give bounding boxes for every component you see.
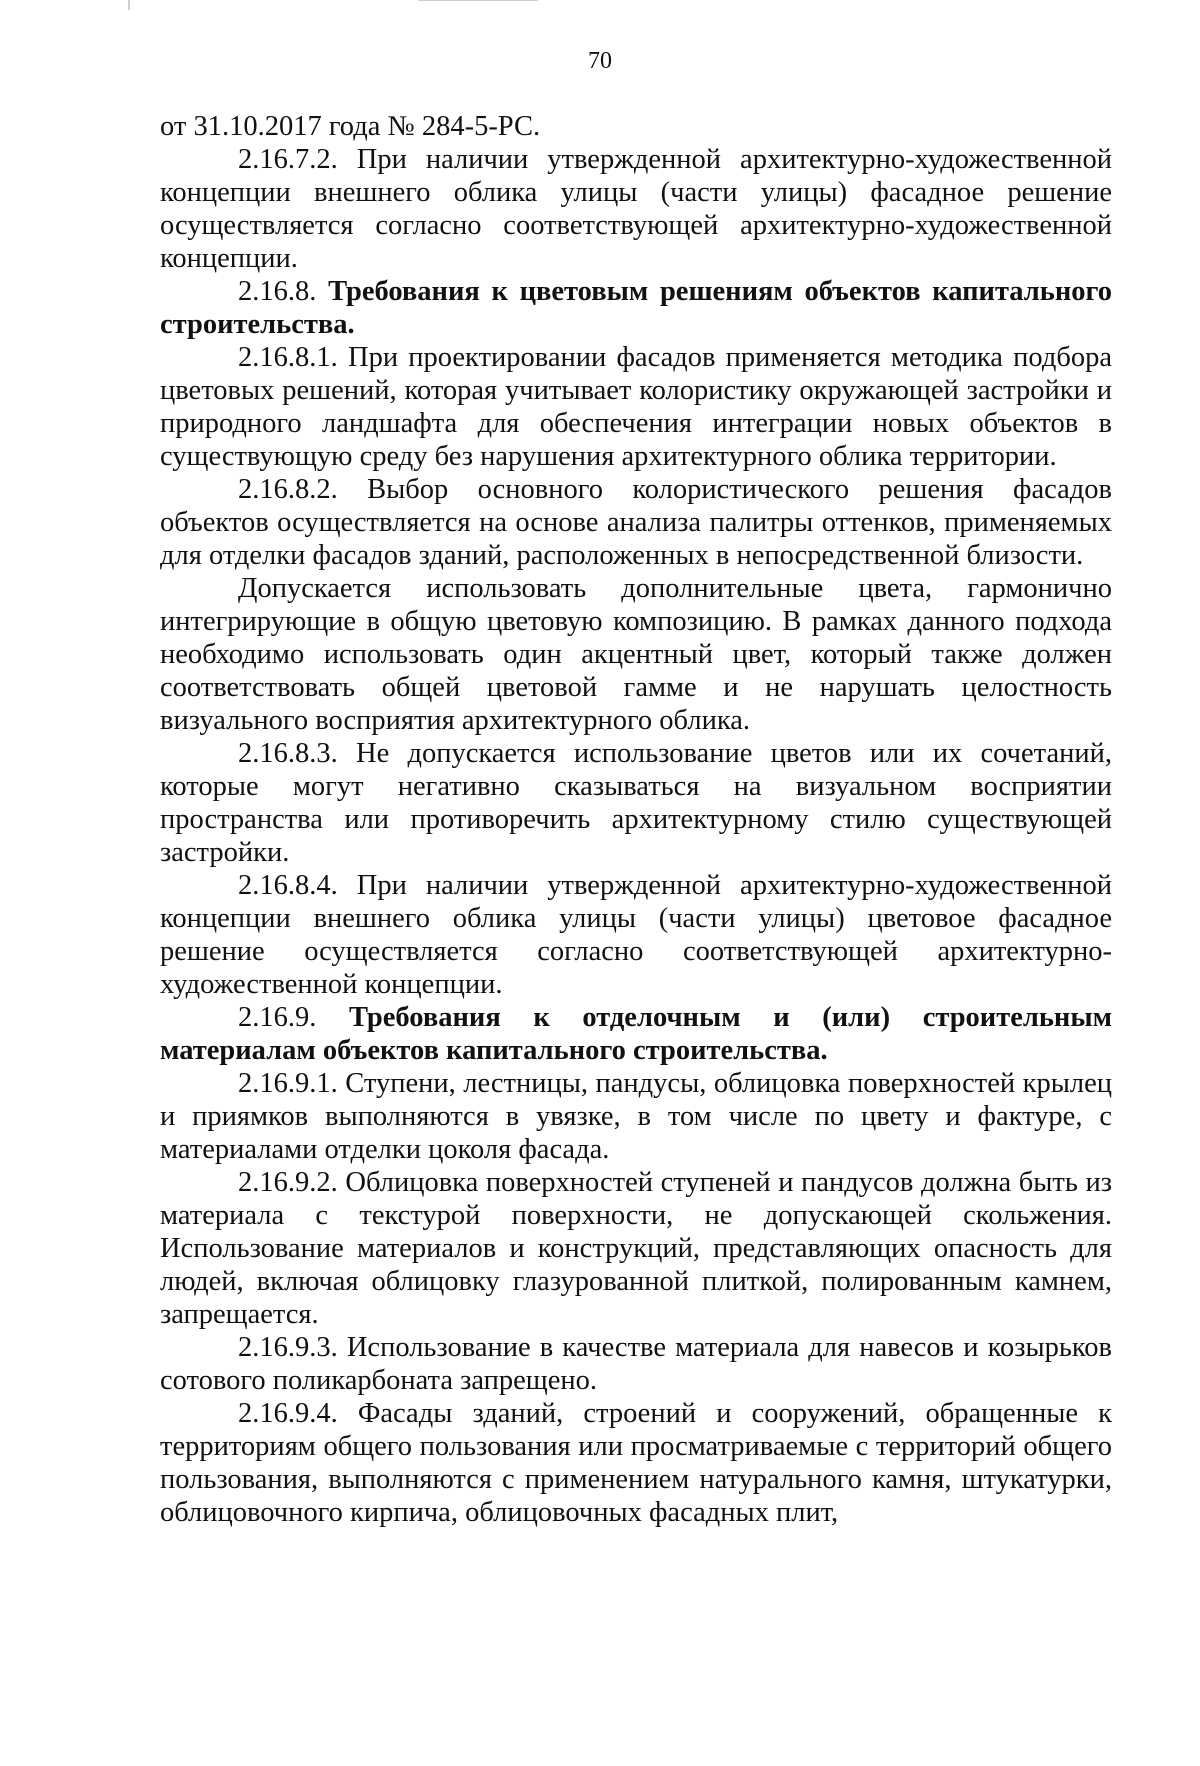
paragraph-2-16-8-2: 2.16.8.2. Выбор основного колористического решения фасадов объектов осуществляется на основе анализа палитры оттенков, применяемых для отделки фасадов зданий, расположенных в непосредственной близости. — [160, 474, 1112, 571]
paragraph-2-16-9-2: 2.16.9.2. Облицовка поверхностей ступеней и пандусов должна быть из материала с текстурой поверхности, не допускающей скольжения. Использование материалов и конструкций, представляющих опасность для людей, включая облицовку глазурованной плиткой, полированным камнем, запрещается. — [160, 1167, 1112, 1330]
scan-artifact-top-center — [418, 0, 538, 1]
paragraph-2-16-9-1: 2.16.9.1. Ступени, лестницы, пандусы, облицовка поверхностей крылец и приямков выполняются в увязке, в том числе по цвету и фактуре, с материалами отделки цоколя фасада. — [160, 1068, 1112, 1165]
heading-2-16-8 — [160, 275, 1112, 341]
paragraph-2-16-8-4: 2.16.8.4. При наличии утвержденной архитектурно-художественной концепции внешнего облика улицы (части улицы) цветовое фасадное решение осуществляется согласно соответствующей архитектурно-художественной концепции. — [160, 870, 1112, 1000]
document-body — [160, 110, 1112, 1529]
heading-number: 2.16.8. — [238, 276, 317, 307]
heading-2-16-9 — [160, 1001, 1112, 1067]
paragraph-2-16-8-1: 2.16.8.1. При проектировании фасадов применяется методика подбора цветовых решений, которая учитывает колористику окружающей застройки и природного ландшафта для обеспечения интеграции новых объектов в существующую среду без нарушения архитектурного облика территории. — [160, 342, 1112, 472]
paragraph-2-16-7-2: 2.16.7.2. При наличии утвержденной архитектурно-художественной концепции внешнего облика улицы (части улицы) фасадное решение осуществляется согласно соответствующей архитектурно-художественной концепции. — [160, 144, 1112, 274]
scan-artifact-top-left — [128, 0, 130, 10]
paragraph-reference-date: от 31.10.2017 года № 284-5-РС. — [160, 111, 541, 142]
paragraph-2-16-8-3: 2.16.8.3. Не допускается использование цветов или их сочетаний, которые могут негативно сказываться на визуальном восприятии пространства или противоречить архитектурному стилю существующей застройки. — [160, 738, 1112, 868]
paragraph-accent-color: Допускается использовать дополнительные цвета, гармонично интегрирующие в общую цветовую композицию. В рамках данного подхода необходимо использовать один акцентный цвет, который также должен соответствовать общей цветовой гамме и не нарушать целостность визуального восприятия архитектурного облика. — [160, 573, 1112, 736]
heading-title: Требования к отделочным и (или) строительным материалам объектов капитального строительства. — [160, 1002, 1113, 1066]
page-number: 70 — [588, 48, 612, 74]
paragraph-2-16-9-4: 2.16.9.4. Фасады зданий, строений и сооружений, обращенные к территориям общего пользования или просматриваемые с территорий общего пользования, выполняются с применением натурального камня, штукатурки, облицовочного кирпича, облицовочных фасадных плит, — [160, 1398, 1112, 1528]
heading-title: Требования к цветовым решениям объектов капитального строительства. — [160, 276, 1112, 340]
paragraph-2-16-9-3: 2.16.9.3. Использование в качестве материала для навесов и козырьков сотового поликарбоната запрещено. — [160, 1332, 1112, 1396]
heading-number: 2.16.9. — [238, 1002, 317, 1033]
